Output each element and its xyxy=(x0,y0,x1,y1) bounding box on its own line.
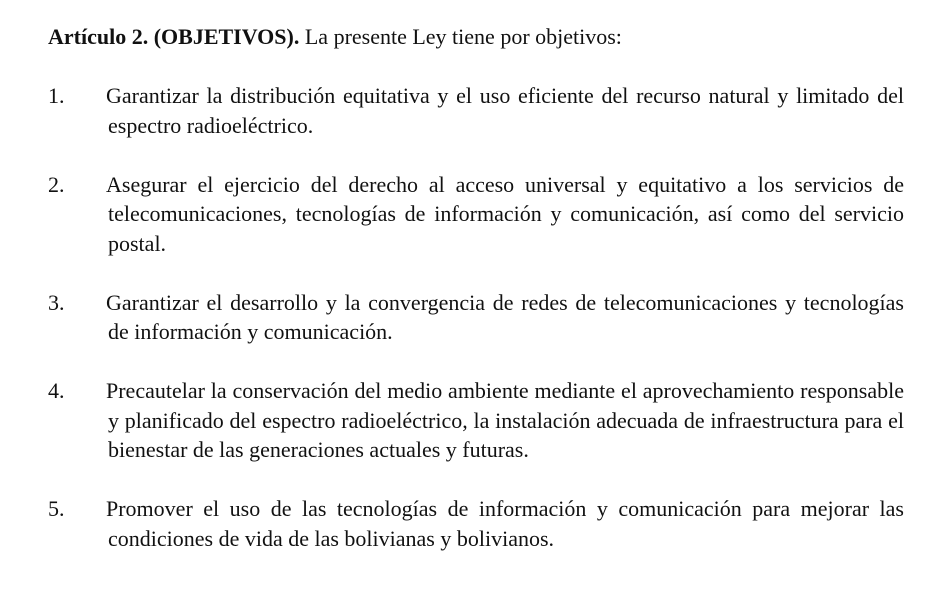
objective-text: Garantizar el desarrollo y la convergencia de redes de telecomunicaciones y tecnologías de información y comunicación. xyxy=(106,289,904,344)
document-page xyxy=(48,22,904,553)
article-intro: La presente Ley tiene por objetivos: xyxy=(299,24,622,49)
article-title: Artículo 2. (OBJETIVOS). xyxy=(48,24,300,49)
objective-item-3 xyxy=(48,288,904,347)
objective-number: 3. xyxy=(48,289,65,315)
objective-text: Promover el uso de las tecnologías de información y comunicación para mejorar las condiciones de vida de las bolivianas y bolivianos. xyxy=(106,496,904,551)
objective-item-5 xyxy=(48,494,904,553)
objective-text: Asegurar el ejercicio del derecho al acceso universal y equitativo a los servicios de telecomunicaciones, tecnologías de información y comunicación, así como del servicio postal. xyxy=(106,171,904,256)
objective-item-2 xyxy=(48,170,904,259)
objectives-list xyxy=(48,81,904,553)
objective-number: 1. xyxy=(48,83,65,108)
objective-text: Garantizar la distribución equitativa y el uso eficiente del recurso natural y limitado del espectro radioeléctrico. xyxy=(106,83,904,138)
objective-text: Precautelar la conservación del medio ambiente mediante el aprovechamiento responsable y planificado del espectro radioeléctrico, la instalación adecuada de infraestructura para el bienestar de las generaciones actuales y futuras. xyxy=(106,378,904,462)
article-heading xyxy=(48,22,904,52)
objective-number: 4. xyxy=(48,378,65,403)
objective-number: 2. xyxy=(48,171,65,197)
objective-item-1 xyxy=(48,81,904,140)
objective-item-4 xyxy=(48,376,904,465)
objective-number: 5. xyxy=(48,496,65,521)
